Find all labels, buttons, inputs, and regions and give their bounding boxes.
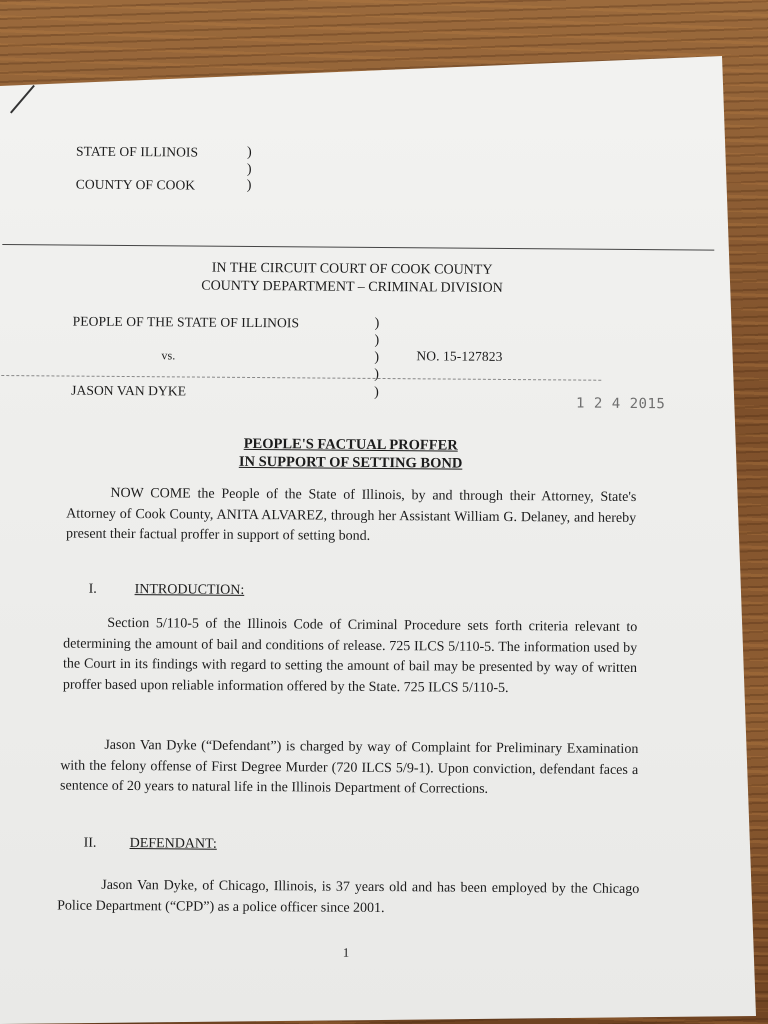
date-stamp: 1 2 4 2015 (576, 395, 666, 413)
case-paren-3: ) (374, 349, 380, 365)
caption-county: COUNTY OF COOK (75, 176, 196, 193)
case-vs: vs. (161, 348, 176, 363)
pen-slash-mark (10, 85, 35, 114)
court-line-2: COUNTY DEPARTMENT – CRIMINAL DIVISION (201, 278, 503, 296)
case-defendant: JASON VAN DYKE (71, 382, 187, 399)
caption-state: STATE OF ILLINOIS (75, 143, 199, 160)
caption-paren-2: ) (246, 161, 252, 177)
section-number: I. (88, 581, 97, 597)
defendant-paragraph-text: Jason Van Dyke, of Chicago, Illinois, is 37 years old and has been employed by the Chicago Police Department (“CPD”) as a police officer since 2001. (57, 877, 640, 916)
case-paren-5: ) (374, 384, 379, 400)
title-line-2: IN SUPPORT OF SETTING BOND (238, 453, 463, 472)
fold-line (1, 375, 601, 381)
section-number: II. (83, 835, 97, 851)
case-paren-1: ) (374, 315, 380, 331)
section-title: DEFENDANT: (129, 836, 217, 852)
case-plaintiff: PEOPLE OF THE STATE OF ILLINOIS (72, 313, 300, 331)
intro-paragraph (66, 484, 636, 550)
court-heading (102, 259, 602, 299)
introduction-paragraph-2 (60, 735, 638, 801)
introduction-paragraph-1 (63, 614, 638, 701)
title-line-1: PEOPLE'S FACTUAL PROFFER (243, 435, 458, 454)
case-number: NO. 15-127823 (416, 348, 503, 364)
page-number: 1 (342, 944, 350, 960)
intro-paragraph-text: NOW COME the People of the State of Illinois, by and through their Attorney, State's Attorney of Cook County, ANITA ALVAREZ, through her Assistant William G. Delaney, and hereby present their factual proffer in support of setting bond. (65, 485, 637, 544)
caption-paren-1: ) (246, 144, 252, 160)
document-title (151, 434, 551, 473)
section-heading-introduction (89, 582, 245, 599)
case-paren-2: ) (374, 332, 380, 348)
header-rule (2, 244, 714, 251)
case-paren-4: ) (374, 366, 380, 382)
section-heading-defendant (84, 836, 217, 853)
section-title: INTRODUCTION: (134, 582, 245, 598)
court-line-1: IN THE CIRCUIT COURT OF COOK COUNTY (211, 260, 493, 278)
caption-paren-3: ) (246, 177, 252, 193)
introduction-paragraph-1-text: Section 5/110-5 of the Illinois Code of Criminal Procedure sets forth criteria relevant to determining the amount of bail and conditions of release. 725 ILCS 5/110-5. The information used by the Court in its findings with regard to setting the amount of bail may be presented by way of written proffer based upon reliable information offered by the State. 725 ILCS 5/110-5. (62, 615, 638, 696)
introduction-paragraph-2-text: Jason Van Dyke (“Defendant”) is charged by way of Complaint for Preliminary Examination with the felony offense of First Degree Murder (720 ILCS 5/9-1). Upon conviction, defendant faces a sentence of 20 years to natural life in the Illinois Department of Corrections. (59, 737, 639, 797)
defendant-paragraph (57, 875, 639, 921)
